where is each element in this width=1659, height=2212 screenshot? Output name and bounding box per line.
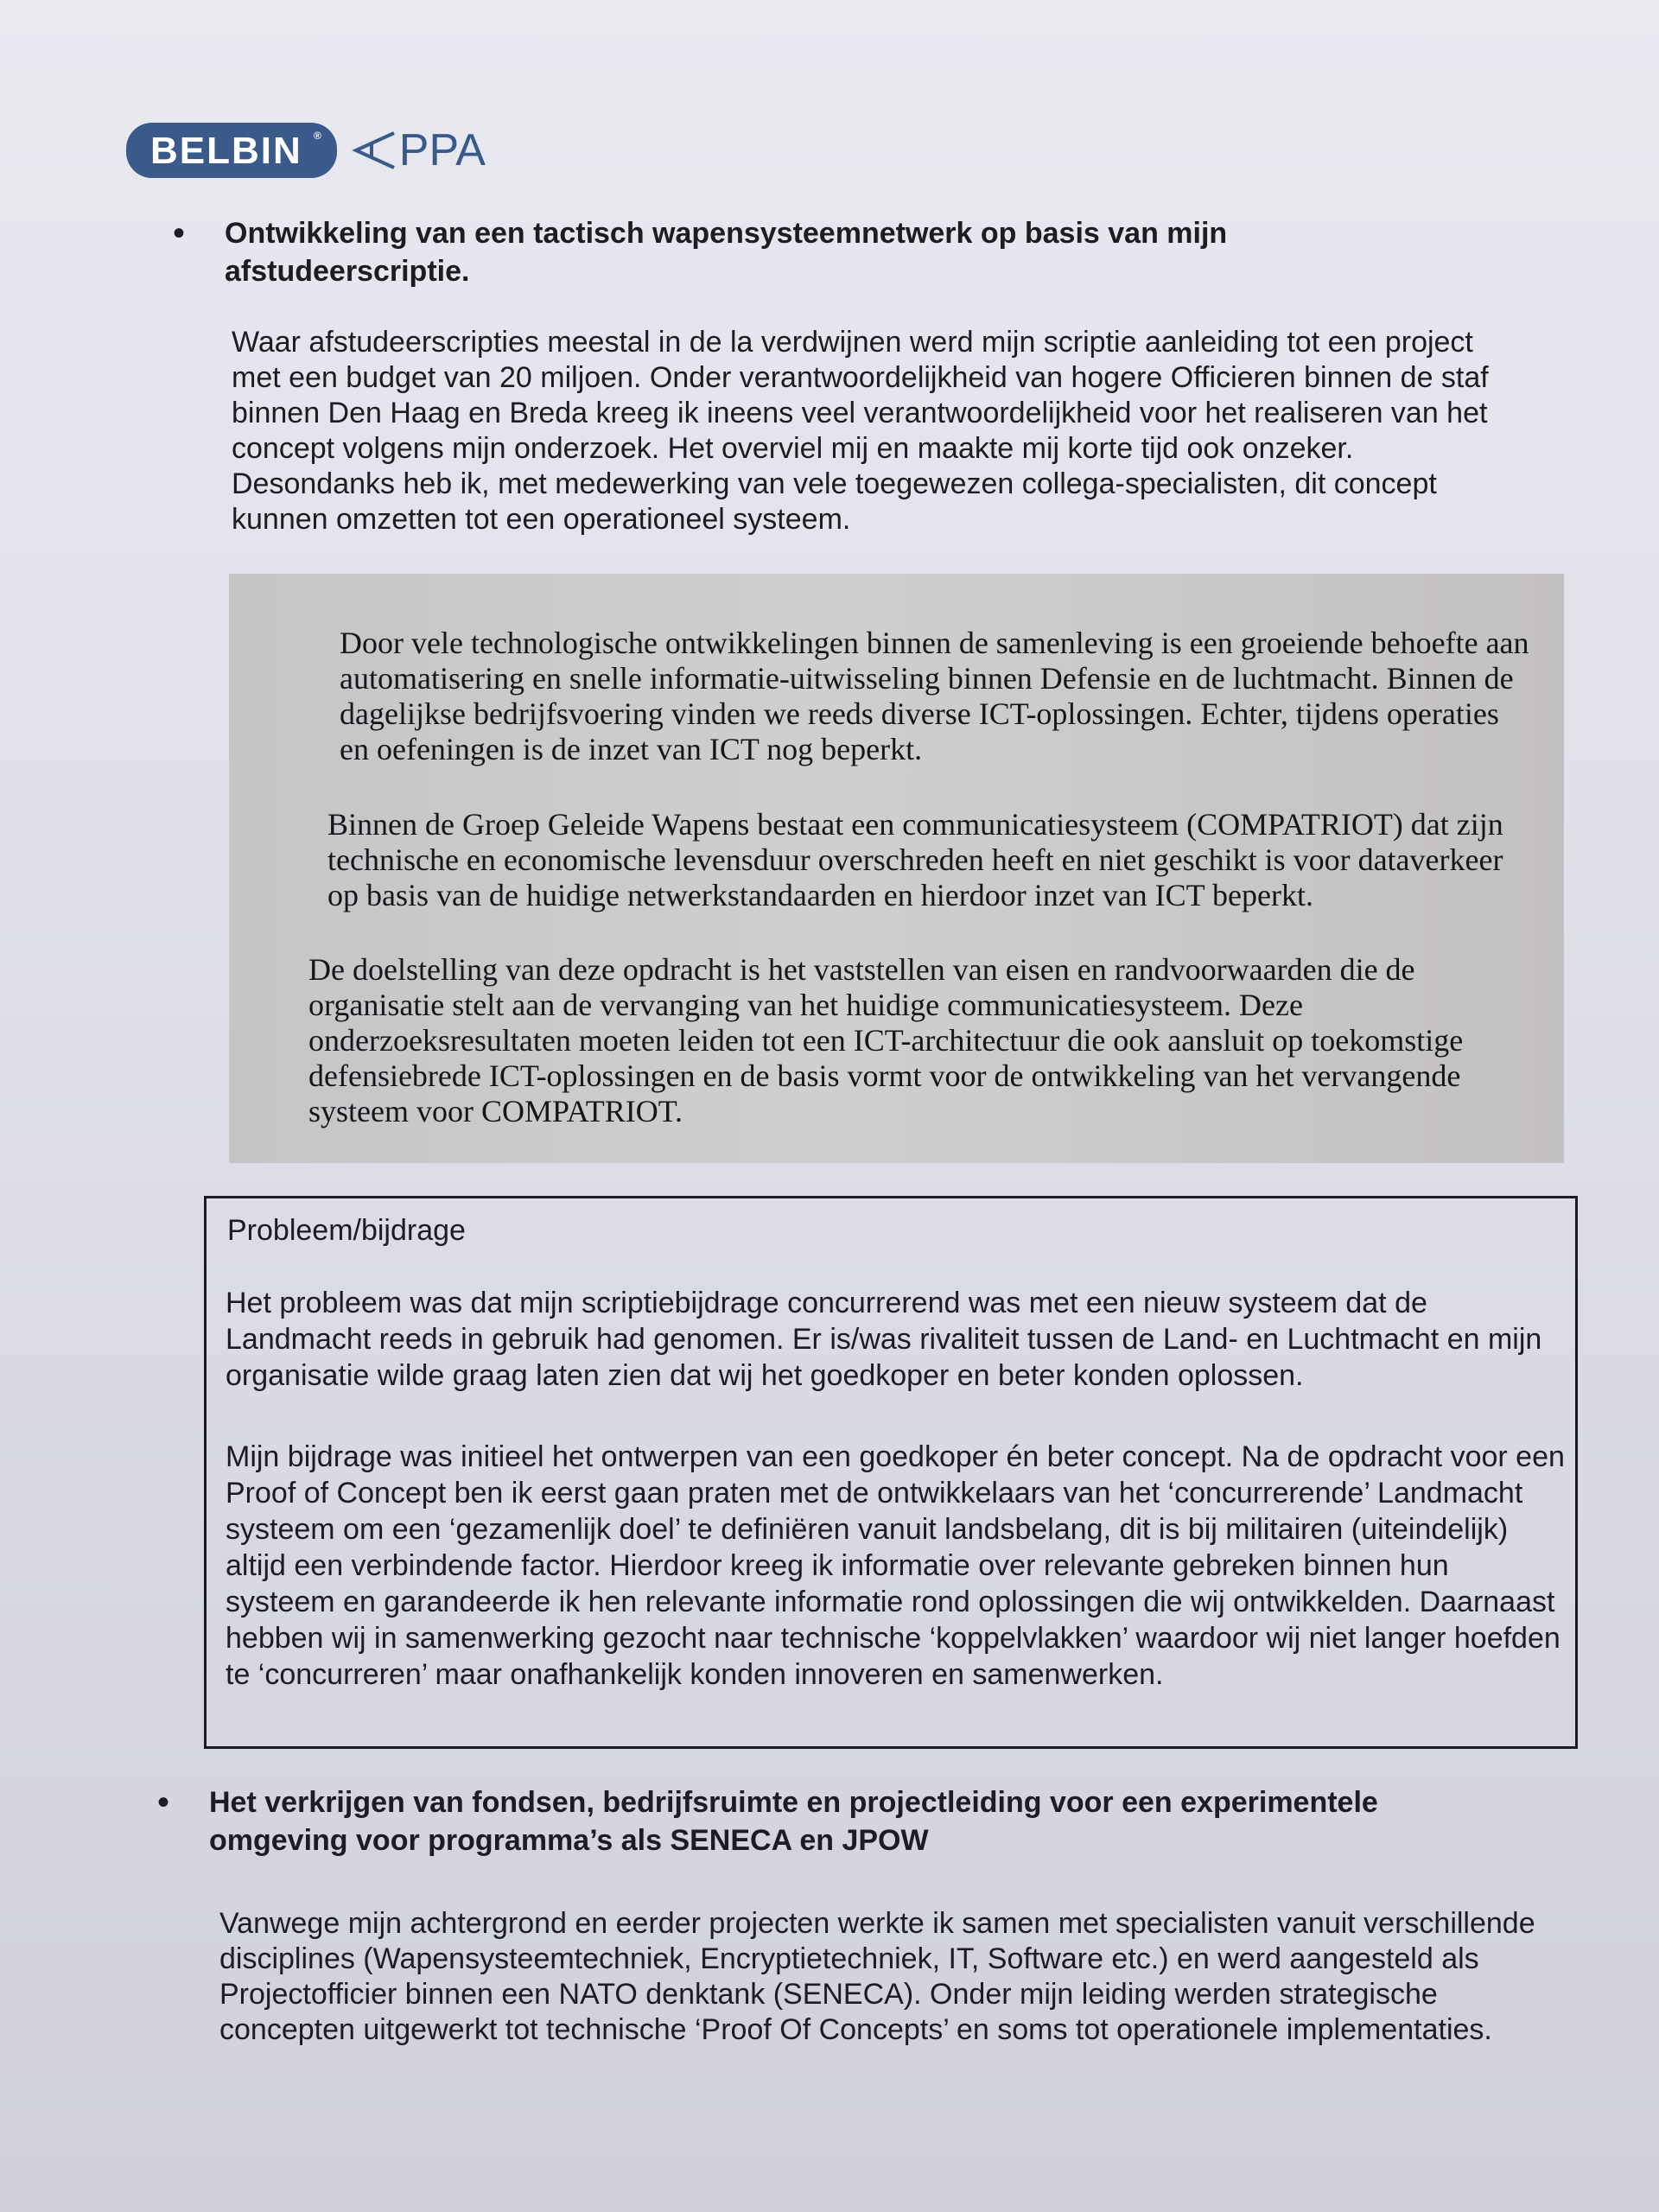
section2-title: Het verkrijgen van fondsen, bedrijfsruimte en projectleiding voor een experimentele omgeving voor programma’s als SENECA en JPOW xyxy=(209,1786,1378,1857)
quoted-excerpt xyxy=(229,574,1564,1163)
section1-paragraph: Waar afstudeerscripties meestal in de la verdwijnen werd mijn scriptie aanleiding tot een project met een budget van 20 miljoen. Onder verantwoordelijkheid van hogere Officieren binnen de staf binnen Den Haag en Breda kreeg ik ineens veel verantwoordelijkheid voor het realiseren van het concept volgens mijn onderzoek. Het overviel mij en maakte mij korte tijd ook onzeker. Desondanks heb ik, met medewerking van vele toegewezen collega-specialisten, dit concept kunnen omzetten tot een operationeel systeem. xyxy=(232,326,1489,536)
section2-paragraph: Vanwege mijn achtergrond en eerder projecten werkte ik samen met specialisten vanuit verschillende disciplines (Wapensysteemtechniek, Encryptietechniek, IT, Software etc.) en werd aangesteld als Projectofficier binnen een NATO denktank (SENECA). Onder mijn leiding werden strategische concepten uitgewerkt tot technische ‘Proof Of Concepts’ en soms tot operationele implementaties. xyxy=(219,1907,1535,2046)
registered-mark: ® xyxy=(313,130,323,142)
section2-heading xyxy=(157,1783,1522,1859)
quote-paragraph-3: De doelstelling van deze opdracht is het vaststellen van eisen en randvoorwaarden die de organisatie stelt aan de vervanging van het huidige communicatiesysteem. Deze onderzoeksresultaten moeten leiden tot een ICT-architectuur die ook aansluit op toekomstige defensiebrede ICT-oplossingen en de basis vormt voor de ontwikkeling van het vervangende systeem voor COMPATRIOT. xyxy=(308,952,1464,1128)
box-paragraph-1: Het probleem was dat mijn scriptiebijdrage concurrerend was met een nieuw systeem dat de Landmacht reeds in gebruik had genomen. Er is/was rivaliteit tussen de Land- en Luchtmacht en mijn organisatie wilde graag laten zien dat wij het goedkoper en beter konden oplossen. xyxy=(226,1287,1542,1392)
problem-contribution-box xyxy=(204,1196,1578,1749)
box-paragraph-2: Mijn bijdrage was initieel het ontwerpen van een goedkoper én beter concept. Na de opdracht voor een Proof of Concept ben ik eerst gaan praten met de ontwikkelaars van het ‘concurrerende’ Landmacht systeem om een ‘gezamenlijk doel’ te definiëren vanuit landsbelang, dit is bij militairen (uiteindelijk) altijd een verbindende factor. Hierdoor kreeg ik informatie over relevante gebreken binnen hun systeem en garandeerde ik hen relevante informatie rond oplossingen die wij ontwikkelden. Daarnaast hebben wij in samenwerking gezocht naar technische ‘koppelvlakken’ waardoor wij niet langer hoefden te ‘concurreren’ maar onafhankelijk konden innoveren en samenwerken. xyxy=(226,1440,1565,1691)
appa-logo xyxy=(349,124,486,176)
appa-arrow-icon xyxy=(349,128,399,173)
box-title: Probleem/bijdrage xyxy=(227,1214,466,1247)
quote-paragraph-2: Binnen de Groep Geleide Wapens bestaat een communicatiesysteem (COMPATRIOT) dat zijn technische en economische levensduur overschreden heeft en niet geschikt is voor dataverkeer op basis van de huidige netwerkstandaarden en hierdoor inzet van ICT beperkt. xyxy=(327,807,1503,912)
quote-paragraph-1: Door vele technologische ontwikkelingen binnen de samenleving is een groeiende behoefte aan automatisering en snelle informatie-uitwisseling binnen Defensie en de luchtmacht. Binnen de dagelijkse bedrijfsvoering vinden we reeds diverse ICT-oplossingen. Echter, tijdens operaties en oefeningen is de inzet van ICT nog beperkt. xyxy=(340,626,1529,766)
appa-logo-text: PPA xyxy=(398,125,486,175)
belbin-logo xyxy=(126,123,337,178)
section1-heading xyxy=(173,214,1452,290)
bullet-icon: • xyxy=(157,1783,170,1821)
bullet-icon: • xyxy=(173,214,186,252)
belbin-logo-text: BELBIN xyxy=(150,130,302,172)
section1-title: Ontwikkeling van een tactisch wapensysteemnetwerk op basis van mijn afstudeerscriptie. xyxy=(225,217,1228,288)
logo-header xyxy=(126,123,486,178)
